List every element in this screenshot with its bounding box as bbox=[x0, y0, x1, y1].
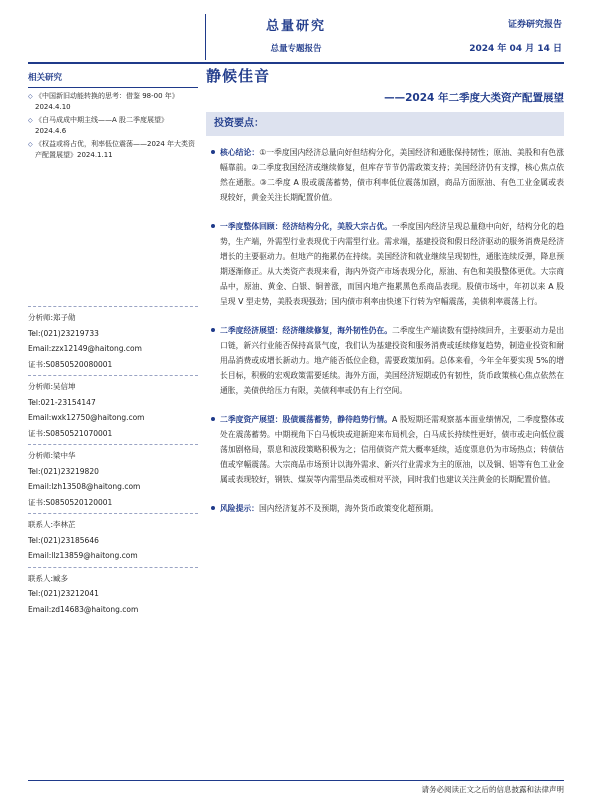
related-research bbox=[28, 72, 198, 163]
key-point bbox=[206, 145, 564, 205]
key-points-list bbox=[206, 145, 564, 516]
analyst-tel: Tel:021-23154147 bbox=[28, 397, 96, 407]
analyst-cert: 证书:S0850520120001 bbox=[28, 497, 113, 507]
key-point-body: 国内经济复苏不及预期，海外货币政策变化超预期。 bbox=[258, 504, 439, 513]
doc-type: 证券研究报告 bbox=[507, 20, 562, 30]
contact-block bbox=[28, 513, 198, 564]
key-point-title: 二季度经济展望：经济继续修复，海外韧性仍在。 bbox=[220, 326, 393, 335]
report-subcategory: 总量专题报告 bbox=[270, 44, 322, 54]
key-point-body: A 股短期还需观察基本面业绩情况，二季度整体或处在震荡蓄势。中期视角下白马板块或迎新迎来布局机会，白马成长持续性更好，债市或走向低位震荡加剧格局，票息和波段策略积极为之；信用债资产荒大概率延续，适度票息仍为市场热点；转债估值或窄幅震荡。大宗商品市场预计以海外需求、新兴行业需求为主的原油，以及铜、铝等有色工业金属或表现较好，钢铁、煤炭等内需型品类或相对平淡，同时我们也建议关注黄金的长期配置价值。 bbox=[220, 415, 565, 484]
related-item[interactable]: ◇ 《权益或将占优，利率低位震荡——2024 年大类资产配置展望》2024.1.11 bbox=[28, 139, 198, 161]
contact-name: 联系人:李林芷 bbox=[28, 520, 76, 529]
analyst-cert: 证书:S0850521070001 bbox=[28, 428, 113, 438]
related-research-rule bbox=[28, 87, 198, 88]
analyst-email[interactable]: Email:wxk12750@haitong.com bbox=[28, 413, 145, 422]
analyst-email[interactable]: Email:zzx12149@haitong.com bbox=[28, 344, 142, 353]
key-point-body: 二季度生产端读数有望持续回升，主要驱动力是出口链，新兴行业能否保持高景气度，我们认为基建投资和服务消费或延续修复趋势，制造业投资和耐用品消费或成增长新动力。地产能否低位企稳，需要政策加码。总体来看，今年全年要实现 5%的增长目标，积极的宏观政策需要延续。海外方面，美国经济短期或仍有韧性，货币政策核心焦点依然在通胀，美债供给压力有限，美债利率或仍有上行空间。 bbox=[220, 326, 565, 395]
contact-block bbox=[28, 567, 198, 618]
related-item[interactable]: ◇ 《白马成成中期主线——A 股二季度展望》2024.4.6 bbox=[28, 115, 198, 137]
analyst-contacts bbox=[28, 306, 198, 620]
analyst-block bbox=[28, 444, 198, 510]
key-point-title: 一季度整体回顾：经济结构分化，美股大宗占优。 bbox=[220, 222, 393, 231]
contact-email[interactable]: Email:llz13859@haitong.com bbox=[28, 551, 138, 560]
report-category: 总量研究 bbox=[265, 19, 326, 34]
footer-disclaimer: 请务必阅读正文之后的信息披露和法律声明 bbox=[421, 785, 564, 794]
analyst-block bbox=[28, 306, 198, 372]
header-rule bbox=[28, 62, 564, 64]
footer-rule bbox=[28, 780, 564, 781]
contact-email[interactable]: Email:zd14683@haitong.com bbox=[28, 604, 139, 614]
key-point bbox=[206, 501, 564, 516]
analyst-email[interactable]: Email:lzh13508@haitong.com bbox=[28, 482, 141, 491]
key-point-title: 二季度资产展望：股债震荡蓄势，静待趋势行情。 bbox=[220, 415, 393, 424]
key-point-body: ①一季度国内经济总量向好但结构分化，美国经济和通胀保持韧性；原油、美股和有色涨幅靠前。②二季度我国经济或继续修复，但库存节节仍需政策支持；美国经济仍有支撑，核心焦点依然在通胀。③二季度 A 股或震荡蓄势，债市利率低位震荡加剧，商品方面原油、有色工业金属或表现较好，黄金关注长期配置价值。 bbox=[220, 148, 564, 202]
main-content bbox=[206, 66, 564, 530]
analyst-tel: Tel:(021)23219733 bbox=[28, 328, 99, 338]
related-item[interactable]: ◇ 《中国新旧动能转换的思考：借鉴 98-00 年》2024.4.10 bbox=[28, 91, 198, 113]
report-date: 2024 年 04 月 14 日 bbox=[469, 44, 562, 54]
analyst-cert: 证书:S0850520080001 bbox=[28, 359, 113, 369]
related-research-list bbox=[28, 91, 198, 161]
key-point bbox=[206, 219, 564, 309]
key-point bbox=[206, 323, 564, 398]
related-research-title: 相关研究 bbox=[28, 73, 63, 83]
analyst-name: 分析师:梁中华 bbox=[28, 451, 76, 460]
key-point-body: 一季度国内经济呈现总量稳中向好，结构分化的趋势，生产端，外需型行业表现优于内需型行业。需求端，基建投资和假日经济驱动的服务消费是经济增长的主要驱动力。但地产的拖累仍在持续。美国经济和就业继续呈现韧性，通胀连续反弹，降息预期逐渐修正。从大类资产表现来看，海内外资产市场表现分化，原油、有色和美股整体更优。大宗商品中，原油、黄金、白银、铜普涨，而国内地产拖累黑色系商品表现。股债市场中，年初以来 A 股呈现 V 型走势，美股表现强劲；国内债市利率由快速下行转为窄幅震荡，美债利率震荡上行。 bbox=[220, 222, 565, 306]
report-subtitle: ——2024 年二季度大类资产配置展望 bbox=[384, 92, 564, 104]
analyst-name: 分析师:吴信坤 bbox=[28, 382, 76, 391]
investment-highlights-banner: 投资要点： bbox=[206, 112, 564, 136]
key-point bbox=[206, 412, 564, 487]
header-center bbox=[206, 14, 386, 56]
contact-tel: Tel:(021)23185646 bbox=[28, 535, 99, 545]
contact-name: 联系人:臧多 bbox=[28, 573, 69, 583]
header-right bbox=[469, 18, 562, 56]
analyst-name: 分析师:郑子勋 bbox=[28, 313, 76, 322]
key-point-title: 风险提示： bbox=[220, 504, 259, 513]
analyst-tel: Tel:(021)23219820 bbox=[28, 466, 99, 476]
contact-tel: Tel:(021)23212041 bbox=[28, 589, 99, 598]
analyst-block bbox=[28, 375, 198, 441]
key-point-title: 核心结论： bbox=[220, 148, 260, 157]
report-title: 静候佳音 bbox=[206, 67, 271, 85]
